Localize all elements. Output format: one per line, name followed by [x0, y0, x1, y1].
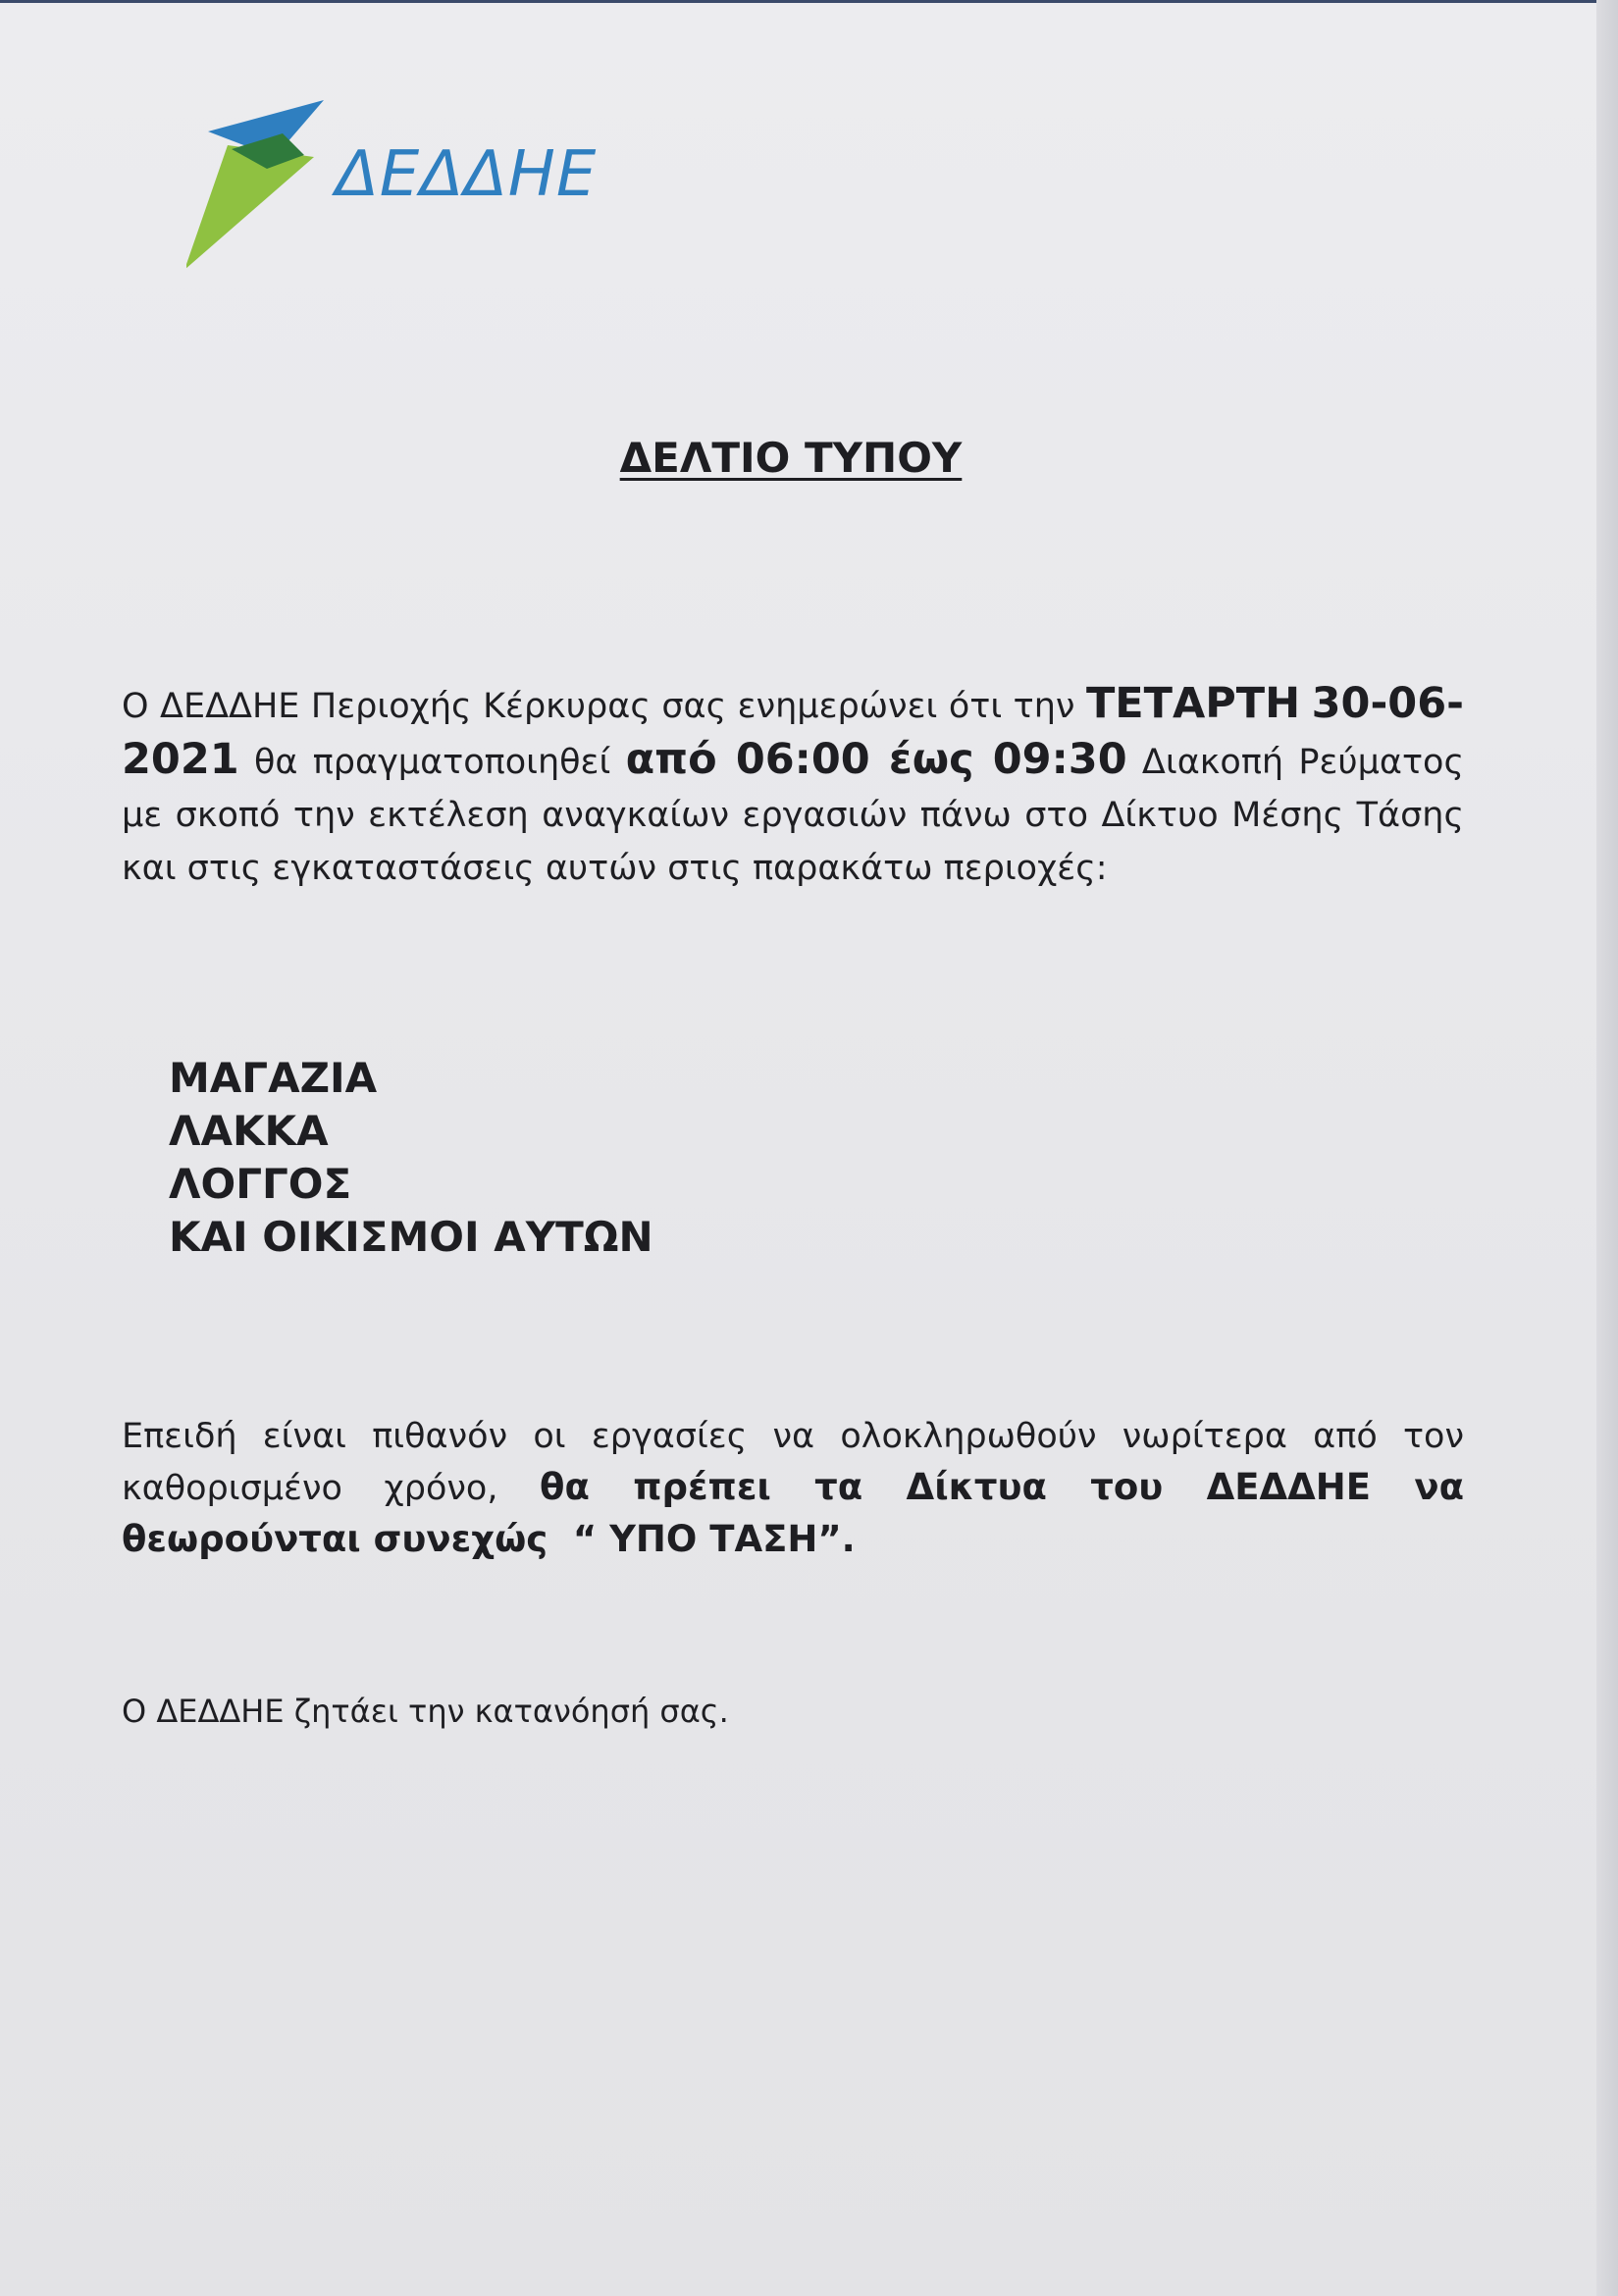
outage-day: ΤΕΤΑΡΤΗ — [1085, 679, 1301, 728]
closing-line: Ο ΔΕΔΔΗΕ ζητάει την κατανόησή σας. — [122, 1693, 729, 1730]
intro-text-1: Ο ΔΕΔΔΗΕ Περιοχής Κέρκυρας σας ενημερώνει ότι την — [122, 687, 1086, 726]
list-item: ΜΑΓΑΖΙΑ — [169, 1054, 378, 1102]
list-item: ΚΑΙ ΟΙΚΙΣΜΟΙ ΑΥΤΩΝ — [169, 1213, 653, 1261]
scan-top-edge — [0, 0, 1618, 3]
list-item: ΛΑΚΚΑ — [169, 1107, 329, 1155]
notice-warning: θα πρέπει τα Δίκτυα του ΔΕΔΔΗΕ να θεωρούνται συνεχώς “ ΥΠΟ ΤΑΣΗ”. — [122, 1466, 1464, 1560]
intro-text-3: Διακοπή Ρεύματος με σκοπό την εκτέλεση αναγκαίων εργασιών πάνω στο Δίκτυο Μέσης Τάσης και στις εγκαταστάσεις αυτών στις παρακάτω περιοχές: — [122, 743, 1464, 888]
scan-right-edge — [1596, 0, 1618, 2296]
outage-date: 30-06-2021 — [122, 679, 1464, 784]
intro-text-2: θα πραγματοποιηθεί — [238, 743, 626, 782]
outage-time: από 06:00 έως 09:30 — [625, 735, 1127, 784]
affected-areas-list — [169, 1052, 653, 1264]
company-logo — [186, 98, 638, 275]
intro-paragraph — [122, 677, 1464, 895]
lightning-bolt-icon — [186, 98, 334, 275]
list-item: ΛΟΓΓΟΣ — [169, 1160, 352, 1208]
logo-text: ΔΕΔΔΗΕ — [336, 138, 598, 211]
notice-text: Επειδή είναι πιθανόν οι εργασίες να ολοκληρωθούν νωρίτερα από τον καθορισμένο χρόνο, — [122, 1417, 1464, 1508]
notice-paragraph — [122, 1411, 1464, 1566]
page-title: ΔΕΛΤΙΟ ΤΥΠΟΥ — [619, 434, 963, 482]
